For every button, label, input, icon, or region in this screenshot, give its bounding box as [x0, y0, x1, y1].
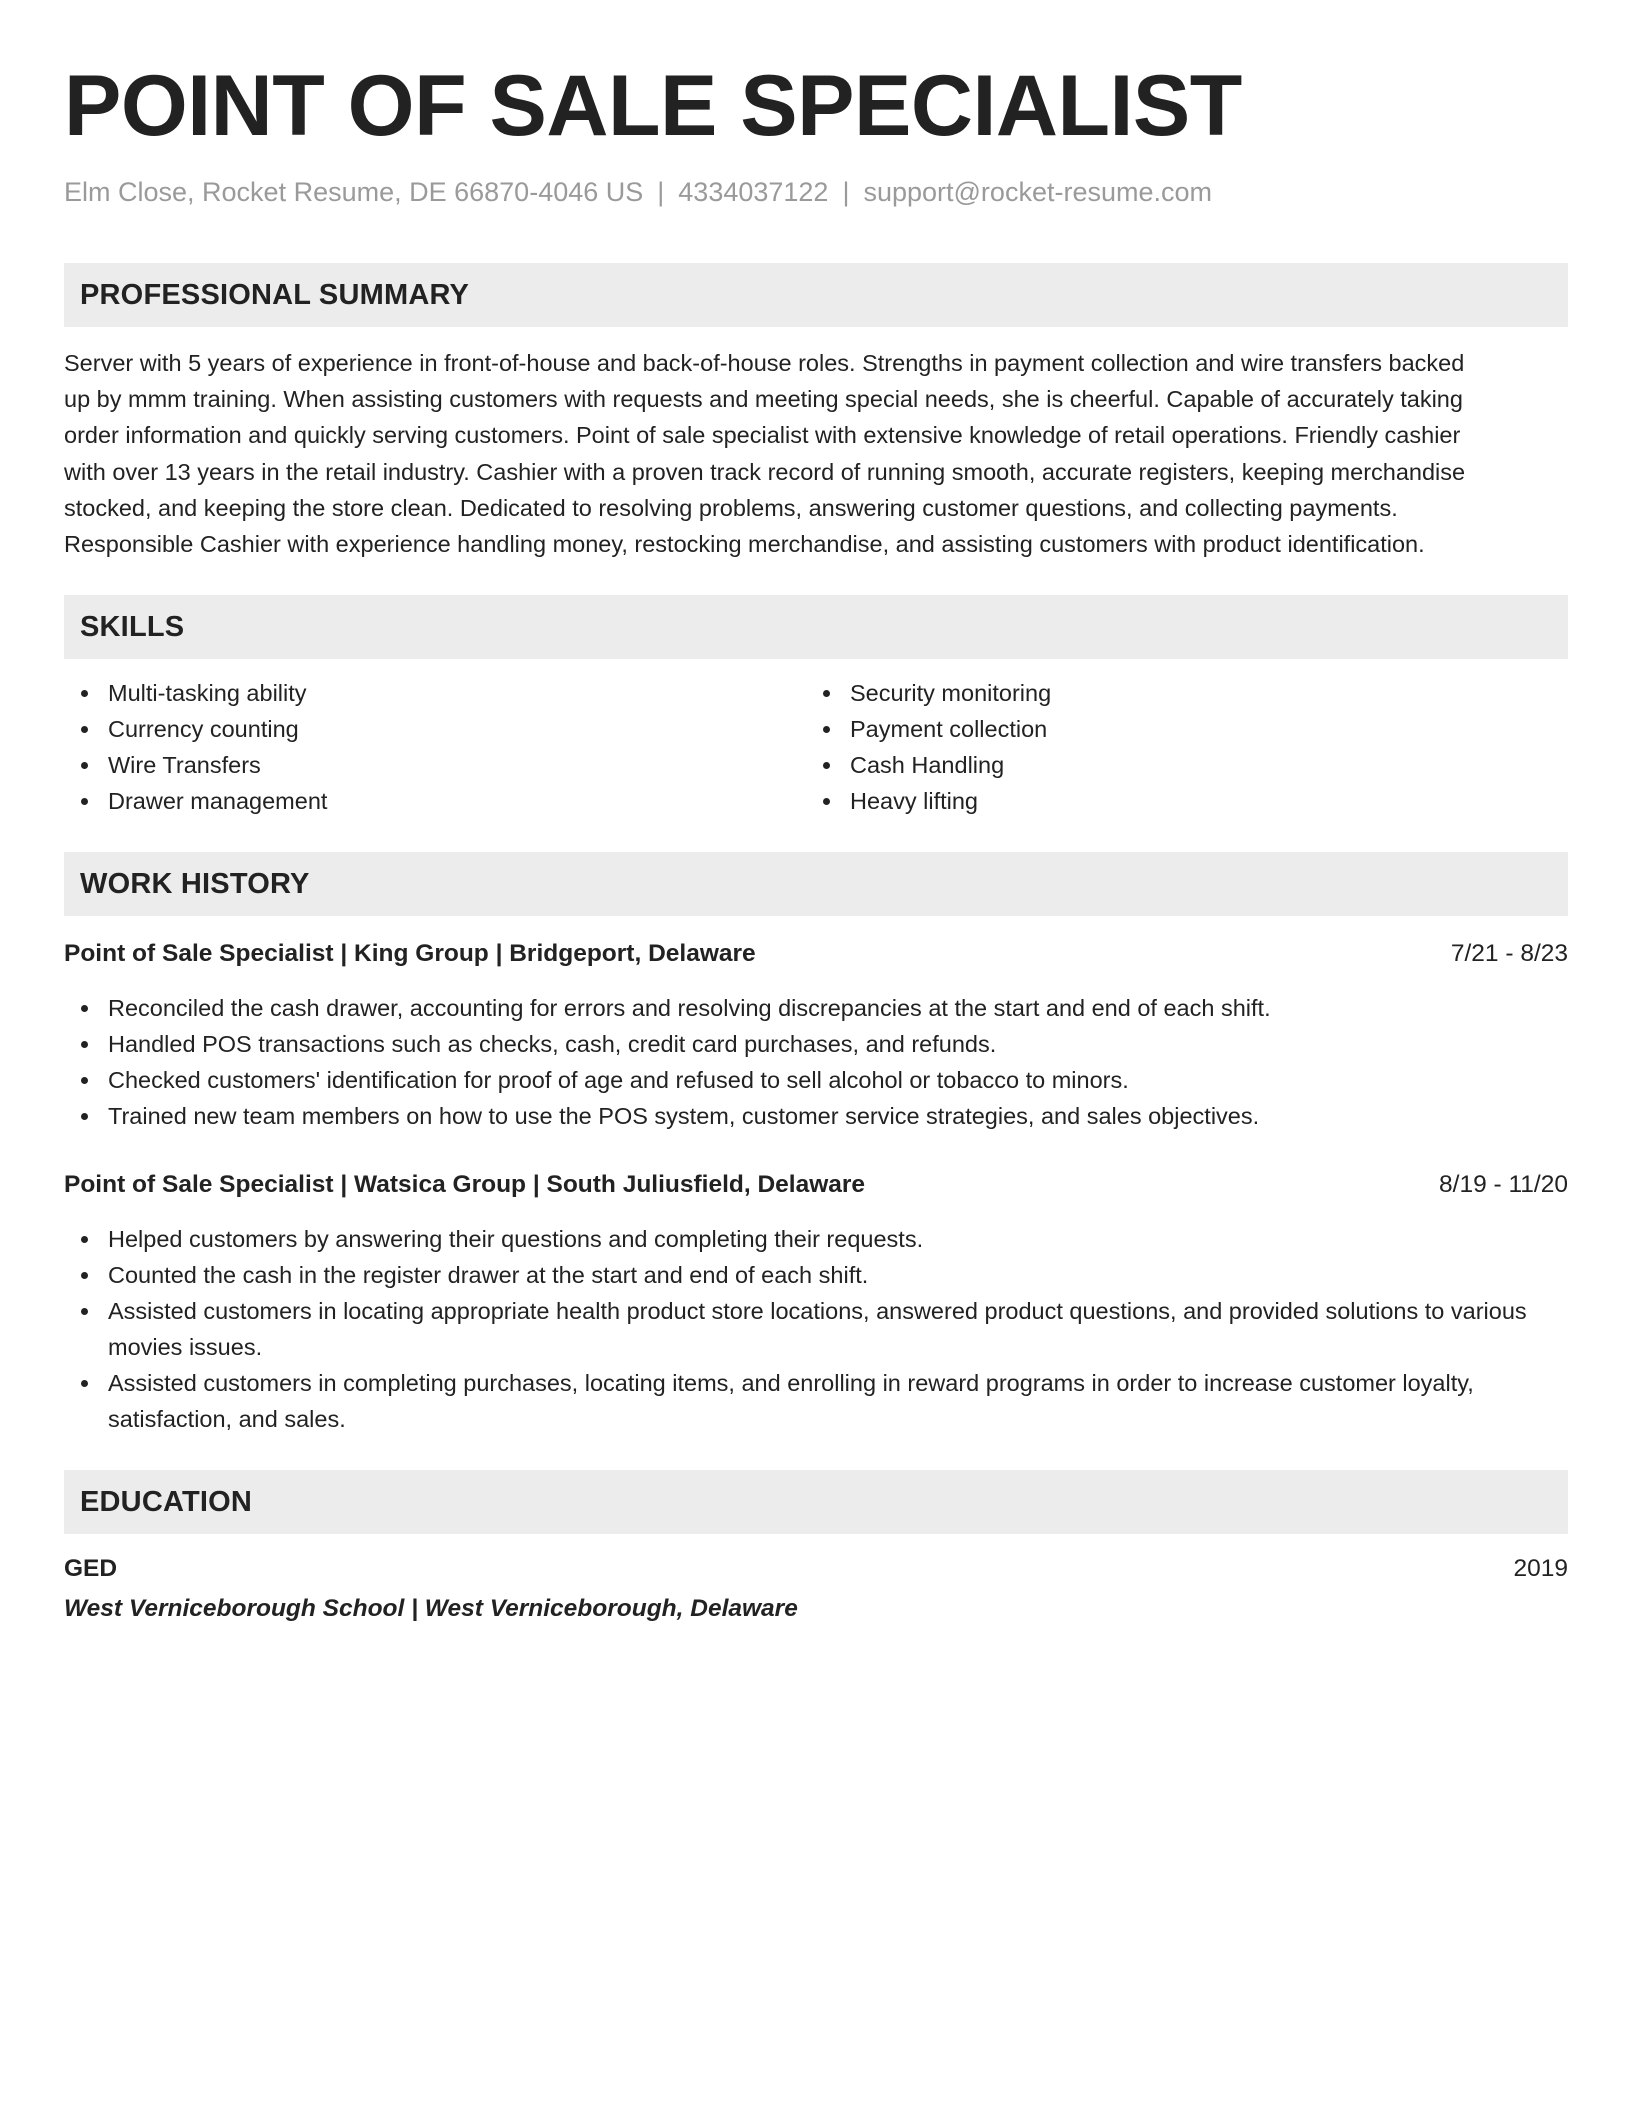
summary-line: Responsible Cashier with experience handling money, restocking merchandise, and assisting customers with product identification.	[64, 531, 1425, 558]
education-entry	[64, 1551, 1568, 1627]
contact-separator: |	[842, 177, 850, 207]
contact-address: Elm Close, Rocket Resume, DE 66870-4046 US	[64, 177, 644, 207]
skill-item: Cash Handling	[806, 747, 1548, 783]
job-bullet: Assisted customers in completing purchases, locating items, and enrolling in reward programs in order to increase customer loyalty, satisfaction, and sales.	[64, 1365, 1568, 1437]
summary-line: stocked, and keeping the store clean. Dedicated to resolving problems, answering customer questions, and collecting payments.	[64, 494, 1398, 521]
skill-item: Heavy lifting	[806, 783, 1548, 819]
summary-line: order information and quickly serving customers. Point of sale specialist with extensive knowledge of retail operations. Friendly cashier	[64, 422, 1461, 449]
job-bullets	[64, 1221, 1568, 1437]
job-dates: 7/21 - 8/23	[1450, 940, 1568, 968]
education-header	[64, 1551, 1568, 1587]
resume-page	[64, 0, 1568, 1627]
contact-email: support@rocket-resume.com	[863, 177, 1212, 207]
skill-item: Drawer management	[64, 783, 806, 819]
job-entry	[64, 1167, 1568, 1437]
contact-line	[64, 174, 1568, 210]
education-year: 2019	[1513, 1555, 1568, 1583]
job-bullet: Reconciled the cash drawer, accounting for errors and resolving discrepancies at the start and end of each shift.	[64, 990, 1568, 1026]
job-bullet: Trained new team members on how to use the POS system, customer service strategies, and sales objectives.	[64, 1098, 1568, 1134]
skill-item: Security monitoring	[806, 675, 1548, 711]
section-heading-summary: PROFESSIONAL SUMMARY	[64, 263, 1568, 327]
job-header	[64, 936, 1568, 972]
contact-phone: 4334037122	[678, 177, 829, 207]
skills-list	[64, 675, 1568, 819]
summary-line: up by mmm training. When assisting customers with requests and meeting special needs, she is cheerful. Capable of accurately taking	[64, 386, 1463, 413]
summary-line: with over 13 years in the retail industry. Cashier with a proven track record of running smooth, accurate registers, keeping merchandise	[64, 458, 1466, 485]
job-bullet: Helped customers by answering their questions and completing their requests.	[64, 1221, 1568, 1257]
education-degree: GED	[64, 1555, 118, 1583]
job-bullet: Handled POS transactions such as checks, cash, credit card purchases, and refunds.	[64, 1026, 1568, 1062]
skills-column-right	[806, 675, 1548, 819]
skill-item: Wire Transfers	[64, 747, 806, 783]
job-entry	[64, 936, 1568, 1134]
section-heading-work-history: WORK HISTORY	[64, 852, 1568, 916]
skill-item: Currency counting	[64, 711, 806, 747]
job-dates: 8/19 - 11/20	[1439, 1171, 1568, 1199]
job-bullets	[64, 990, 1568, 1134]
job-bullet: Assisted customers in locating appropriate health product store locations, answered product questions, and provided solutions to various movies issues.	[64, 1293, 1568, 1365]
section-heading-education: EDUCATION	[64, 1470, 1568, 1534]
skill-item: Multi-tasking ability	[64, 675, 806, 711]
resume-name: POINT OF SALE SPECIALIST	[64, 58, 1242, 154]
section-heading-skills: SKILLS	[64, 595, 1568, 659]
job-bullet: Counted the cash in the register drawer at the start and end of each shift.	[64, 1257, 1568, 1293]
job-title: Point of Sale Specialist | King Group | Bridgeport, Delaware	[64, 940, 756, 968]
summary-line: Server with 5 years of experience in front-of-house and back-of-house roles. Strengths in payment collection and wire transfers backed	[64, 350, 1465, 376]
job-bullet: Checked customers' identification for proof of age and refused to sell alcohol or tobacco to minors.	[64, 1062, 1568, 1098]
summary-paragraph	[64, 345, 1568, 562]
education-school: West Verniceborough School | West Verniceborough, Delaware	[64, 1595, 798, 1623]
contact-separator: |	[657, 177, 665, 207]
skill-item: Payment collection	[806, 711, 1548, 747]
skills-column-left	[64, 675, 806, 819]
job-header	[64, 1167, 1568, 1203]
job-title: Point of Sale Specialist | Watsica Group | South Juliusfield, Delaware	[64, 1171, 866, 1199]
